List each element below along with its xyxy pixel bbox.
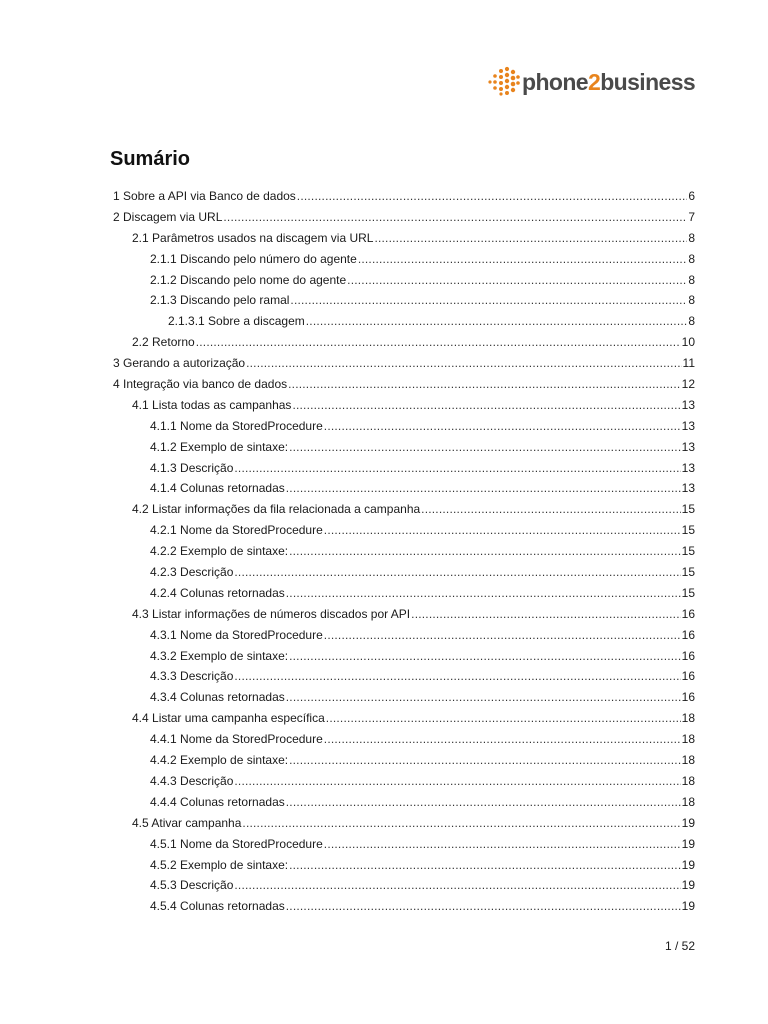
toc-dot-leader [289,541,681,562]
toc-entry-page: 18 [681,773,695,788]
toc-entry-label: 4.5.3 Descrição [150,878,234,893]
toc-entry-label: 2.2 Retorno [132,335,195,350]
toc-dot-leader [289,437,681,458]
toc-entry[interactable] [0,499,768,520]
toc-entry-page: 13 [681,439,695,454]
toc-dot-leader [289,750,681,771]
toc-dot-leader [246,353,681,374]
toc-entry[interactable] [0,666,768,687]
toc-dot-leader [286,792,681,813]
table-of-contents [0,186,768,917]
toc-dot-leader [286,478,681,499]
toc-dot-leader [234,875,680,896]
toc-entry[interactable] [0,458,768,479]
toc-entry-label: 4.3.3 Descrição [150,669,234,684]
toc-entry-label: 4.4.4 Colunas retornadas [150,794,285,809]
toc-entry-label: 2.1.3 Discando pelo ramal [150,293,290,308]
toc-entry-page: 8 [688,230,695,245]
toc-entry-label: 4.3 Listar informações de números discados por API [132,606,411,621]
toc-entry-page: 15 [681,544,695,559]
toc-entry[interactable] [0,207,768,228]
toc-dot-leader [324,520,681,541]
toc-entry[interactable] [0,771,768,792]
toc-entry[interactable] [0,311,768,332]
toc-entry-page: 7 [688,209,695,224]
toc-entry[interactable] [0,813,768,834]
toc-entry-page: 8 [688,314,695,329]
toc-entry-page: 16 [681,690,695,705]
toc-entry[interactable] [0,687,768,708]
toc-entry-page: 15 [681,523,695,538]
toc-dot-leader [289,646,681,667]
toc-entry[interactable] [0,186,768,207]
toc-entry[interactable] [0,875,768,896]
toc-entry-label: 4.1.1 Nome da StoredProcedure [150,418,323,433]
toc-dot-leader [288,374,681,395]
toc-entry-page: 13 [681,460,695,475]
page-number: 1 / 52 [664,939,695,953]
toc-entry-page: 19 [681,878,695,893]
toc-entry[interactable] [0,332,768,353]
toc-dot-leader [286,687,681,708]
toc-dot-leader [286,896,681,917]
toc-entry-page: 12 [681,377,695,392]
toc-entry[interactable] [0,583,768,604]
toc-entry[interactable] [0,750,768,771]
toc-dot-leader [223,207,687,228]
toc-entry-page: 19 [681,899,695,914]
toc-dot-leader [324,416,681,437]
toc-entry-label: 4.2 Listar informações da fila relacionada a campanha [132,502,421,517]
toc-entry-page: 8 [688,272,695,287]
toc-dot-leader [324,729,681,750]
toc-entry-label: 4.4.3 Descrição [150,773,234,788]
toc-entry-label: 4.1.4 Colunas retornadas [150,481,285,496]
toc-entry-page: 19 [681,815,695,830]
brand-logo [486,66,695,98]
toc-entry-page: 8 [688,293,695,308]
toc-entry-page: 18 [681,711,695,726]
toc-entry[interactable] [0,708,768,729]
toc-entry-page: 16 [681,627,695,642]
toc-entry-page: 13 [681,481,695,496]
toc-dot-leader [234,666,680,687]
toc-entry-label: 2 Discagem via URL [113,209,223,224]
toc-entry-page: 13 [681,397,695,412]
logo-wordmark [522,66,695,98]
toc-entry[interactable] [0,520,768,541]
toc-entry[interactable] [0,604,768,625]
toc-dot-leader [347,270,687,291]
toc-entry[interactable] [0,834,768,855]
toc-entry-label: 4.5.2 Exemplo de sintaxe: [150,857,289,872]
toc-entry-label: 4.2.2 Exemplo de sintaxe: [150,544,289,559]
toc-entry[interactable] [0,290,768,311]
toc-entry-label: 1 Sobre a API via Banco de dados [113,189,296,203]
toc-dot-leader [421,499,680,520]
toc-dot-leader [411,604,680,625]
toc-entry[interactable] [0,395,768,416]
toc-dot-leader [297,186,688,207]
toc-entry-page: 18 [681,753,695,768]
toc-entry-page: 6 [688,189,695,203]
toc-entry[interactable] [0,896,768,917]
toc-dot-leader [292,395,680,416]
toc-entry-label: 2.1 Parâmetros usados na discagem via URL [132,230,374,245]
toc-dot-leader [306,311,688,332]
toc-entry[interactable] [0,249,768,270]
toc-entry-label: 2.1.2 Discando pelo nome do agente [150,272,347,287]
logo-text-tail: business [600,69,696,95]
toc-entry[interactable] [0,437,768,458]
toc-entry-label: 4.2.1 Nome da StoredProcedure [150,523,323,538]
toc-entry-page: 16 [681,606,695,621]
toc-entry-page: 15 [681,585,695,600]
toc-entry[interactable] [0,374,768,395]
toc-entry[interactable] [0,478,768,499]
toc-dot-leader [324,834,681,855]
toc-dot-leader [234,562,680,583]
toc-entry-page: 13 [681,418,695,433]
toc-entry-label: 4.3.4 Colunas retornadas [150,690,285,705]
toc-entry-page: 16 [681,648,695,663]
toc-entry[interactable] [0,625,768,646]
toc-entry[interactable] [0,855,768,876]
toc-entry-label: 4 Integração via banco de dados [113,377,288,392]
toc-entry[interactable] [0,562,768,583]
toc-entry-label: 4.4.1 Nome da StoredProcedure [150,732,323,747]
toc-dot-leader [358,249,688,270]
toc-dot-leader [234,458,680,479]
toc-entry[interactable] [0,646,768,667]
logo-text-accent: 2 [588,69,601,95]
toc-entry-page: 11 [682,356,695,371]
toc-dot-leader [234,771,680,792]
toc-dot-leader [290,290,687,311]
toc-entry-label: 4.2.3 Descrição [150,565,234,580]
toc-entry-page: 10 [681,335,695,350]
phone2business-logo-icon [486,66,520,98]
toc-entry-page: 15 [681,565,695,580]
toc-entry[interactable] [0,228,768,249]
toc-entry-label: 4.1.3 Descrição [150,460,234,475]
toc-entry-label: 4.4.2 Exemplo de sintaxe: [150,753,289,768]
toc-entry[interactable] [0,416,768,437]
toc-entry-label: 3 Gerando a autorização [113,356,246,371]
toc-entry-page: 19 [681,836,695,851]
page-title: Sumário [110,148,191,170]
toc-dot-leader [196,332,681,353]
toc-entry-label: 2.1.1 Discando pelo número do agente [150,251,357,266]
toc-dot-leader [326,708,681,729]
toc-entry-page: 16 [681,669,695,684]
toc-entry-page: 18 [681,732,695,747]
toc-entry-label: 4.5 Ativar campanha [132,815,242,830]
toc-entry-label: 4.4 Listar uma campanha específica [132,711,325,726]
toc-entry-page: 19 [681,857,695,872]
toc-entry[interactable] [0,792,768,813]
logo-text-main: phone [522,69,588,95]
toc-entry-page: 15 [681,502,695,517]
toc-entry[interactable] [0,729,768,750]
toc-entry-label: 4.5.1 Nome da StoredProcedure [150,836,323,851]
toc-entry[interactable] [0,541,768,562]
toc-dot-leader [324,625,681,646]
toc-entry[interactable] [0,353,768,374]
toc-entry-label: 4.2.4 Colunas retornadas [150,585,285,600]
toc-entry-page: 8 [688,251,695,266]
toc-dot-leader [374,228,687,249]
toc-entry-label: 4.3.1 Nome da StoredProcedure [150,627,323,642]
toc-entry-label: 4.1 Lista todas as campanhas [132,397,292,412]
toc-entry-label: 4.3.2 Exemplo de sintaxe: [150,648,289,663]
toc-entry-label: 4.1.2 Exemplo de sintaxe: [150,439,289,454]
toc-dot-leader [286,583,681,604]
toc-entry-label: 2.1.3.1 Sobre a discagem [168,314,305,329]
toc-entry-label: 4.5.4 Colunas retornadas [150,899,285,914]
toc-dot-leader [242,813,680,834]
toc-dot-leader [289,855,681,876]
toc-entry[interactable] [0,270,768,291]
toc-entry-page: 18 [681,794,695,809]
